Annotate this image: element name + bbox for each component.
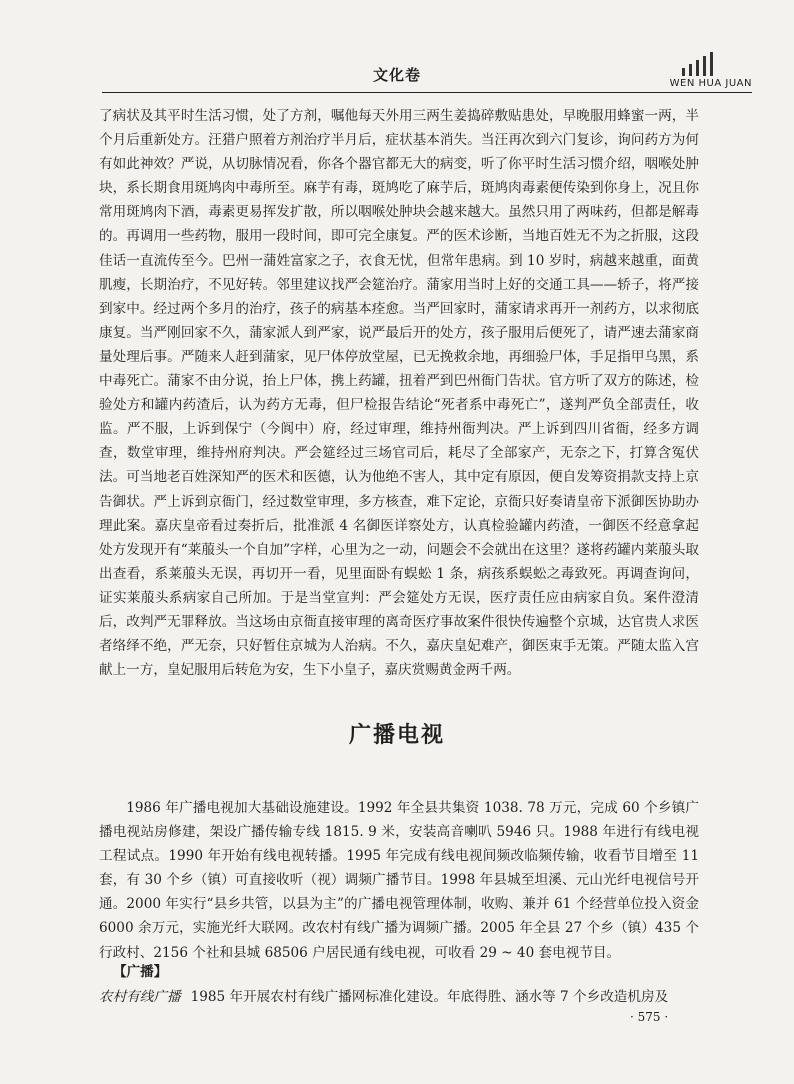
subsection-paragraph-text: 1985 年开展农村有线广播网标准化建设。年底得胜、涵水等 7 个乡改造机房及 xyxy=(190,989,669,1005)
subsection-paragraph-block xyxy=(99,985,699,1009)
running-header-logo-text: WEN HUA JUAN xyxy=(669,78,752,89)
continuation-paragraph: 了病状及其平时生活习惯，处了方剂，嘱他每天外用三两生姜捣碎敷贴患处，早晚服用蜂蜜一两，半个月后重新处方。汪猎户照着方剂治疗半月后，症状基本消失。当汪再次到六门复诊，询问药方为何有如此神效？严说，从切脉情况看，你各个器官都无大的病变，听了你平时生活习惯介绍，咽喉处肿块，系长期食用斑鸠肉中毒所至。麻芋有毒，斑鸠吃了麻芋后，斑鸠肉毒素便传染到你身上，况且你常用斑鸠肉下酒，毒素更易挥发扩散，所以咽喉处肿块会越来越大。虽然只用了两味药，但都是解毒的。再调用一些药物，服用一段时间，即可完全康复。严的医术诊断，当地百姓无不为之折服，这段佳话一直流传至今。巴州一蒲姓富家之子，衣食无忧，但常年患病。到 10 岁时，病越来越重，面黄肌瘦，长期治疗，不见好转。邻里建议找严会筵治疗。蒲家用当时上好的交通工具——轿子，将严接到家中。经过两个多月的治疗，孩子的病基本痊愈。当严回家时，蒲家请求再开一剂药方，以求彻底康复。当严刚回家不久，蒲家派人到严家，说严最后开的处方，孩子服用后便死了，请严速去蒲家商量处理后事。严随来人赶到蒲家，见尸体停放堂屋，已无挽救余地，再细验尸体，手足指甲乌黑，系中毒死亡。蒲家不由分说，抬上尸体，携上药罐，扭着严到巴州衙门告状。官方听了双方的陈述，检验处方和罐内药渣后，认为药方无毒，但尸检报告结论“死者系中毒死亡”，遂判严负全部责任，收监。严不服，上诉到保宁（今阆中）府，经过审理，维持州衙判决。严上诉到四川省衙，经多方调查，数堂审理，维持州府判决。严会筵经过三场官司后，耗尽了全部家产，无奈之下，打算含冤伏法。可当地老百姓深知严的医术和医德，认为他绝不害人，其中定有原因，便自发筹资捐款支持上京告御状。严上诉到京衙门，经过数堂审理，多方核查，难下定论，京衙只好奏请皇帝下派御医协助办理此案。嘉庆皇帝看过奏折后，批准派 4 名御医详察处方，认真检验罐内药渣，一御医不经意拿起处方发现开有“莱菔头一个自加”字样，心里为之一动，问题会不会就出在这里？遂将药罐内莱菔头取出查看，系莱菔头无误，再切开一看，见里面卧有蜈蚣 1 条，病孩系蜈蚣之毒致死。再调查询问，证实莱菔头系病家自己所加。于是当堂宣判：严会筵处方无误，医疗责任应由病家自负。案件澄清后，改判严无罪释放。当这场由京衙直接审理的离奇医疗事故案件很快传遍整个京城，达官贵人求医者络绎不绝，严无奈，只好暂住京城为人治病。不久，嘉庆皇妃难产，御医束手无策。严随太监入宫献上一方，皇妃服用后转危为安，生下小皇子，嘉庆赏赐黄金两千两。 xyxy=(99,108,699,679)
bar-chart-logo-icon xyxy=(680,50,740,76)
section-heading: 广播电视 xyxy=(348,723,445,748)
subsection-paragraph xyxy=(99,985,699,1009)
running-header-title: 文化卷 xyxy=(372,66,421,84)
section-intro-paragraph: 1986 年广播电视加大基础设施建设。1992 年全县共集资 1038. 78 万元，完成 60 个乡镇广播电视站房修建，架设广播传输专线 1815. 9 米，安装高音喇叭 5946 只。1988 年进行有线电视工程试点。1990 年开始有线电视转播。1995 年完成有线电视间频改临频传输，收看节目增至 11 套，有 30 个乡（镇）可直接收听（视）调频广播节目。1998 年县城至坦溪、元山光纤电视信号开通。2000 年实行“县乡共管，以县为主”的广播电视管理体制，收购、兼并 61 个经营单位投入资金 6000 余万元，实施光纤大联网。改农村有线广播为调频广播。2005 年全县 27 个乡（镇）435 个行政村、2156 个社和县城 68506 户居民通有线电视，可收看 29 ~ 40 套电视节目。 xyxy=(99,800,699,961)
page-number: · 575 · xyxy=(630,1010,669,1024)
subsection-lead-term: 农村有线广播 xyxy=(99,989,181,1005)
header-divider xyxy=(102,92,752,93)
section-intro-block xyxy=(99,796,699,965)
continuation-paragraph-block xyxy=(99,104,699,682)
subsection-heading: 【广播】 xyxy=(113,964,168,980)
